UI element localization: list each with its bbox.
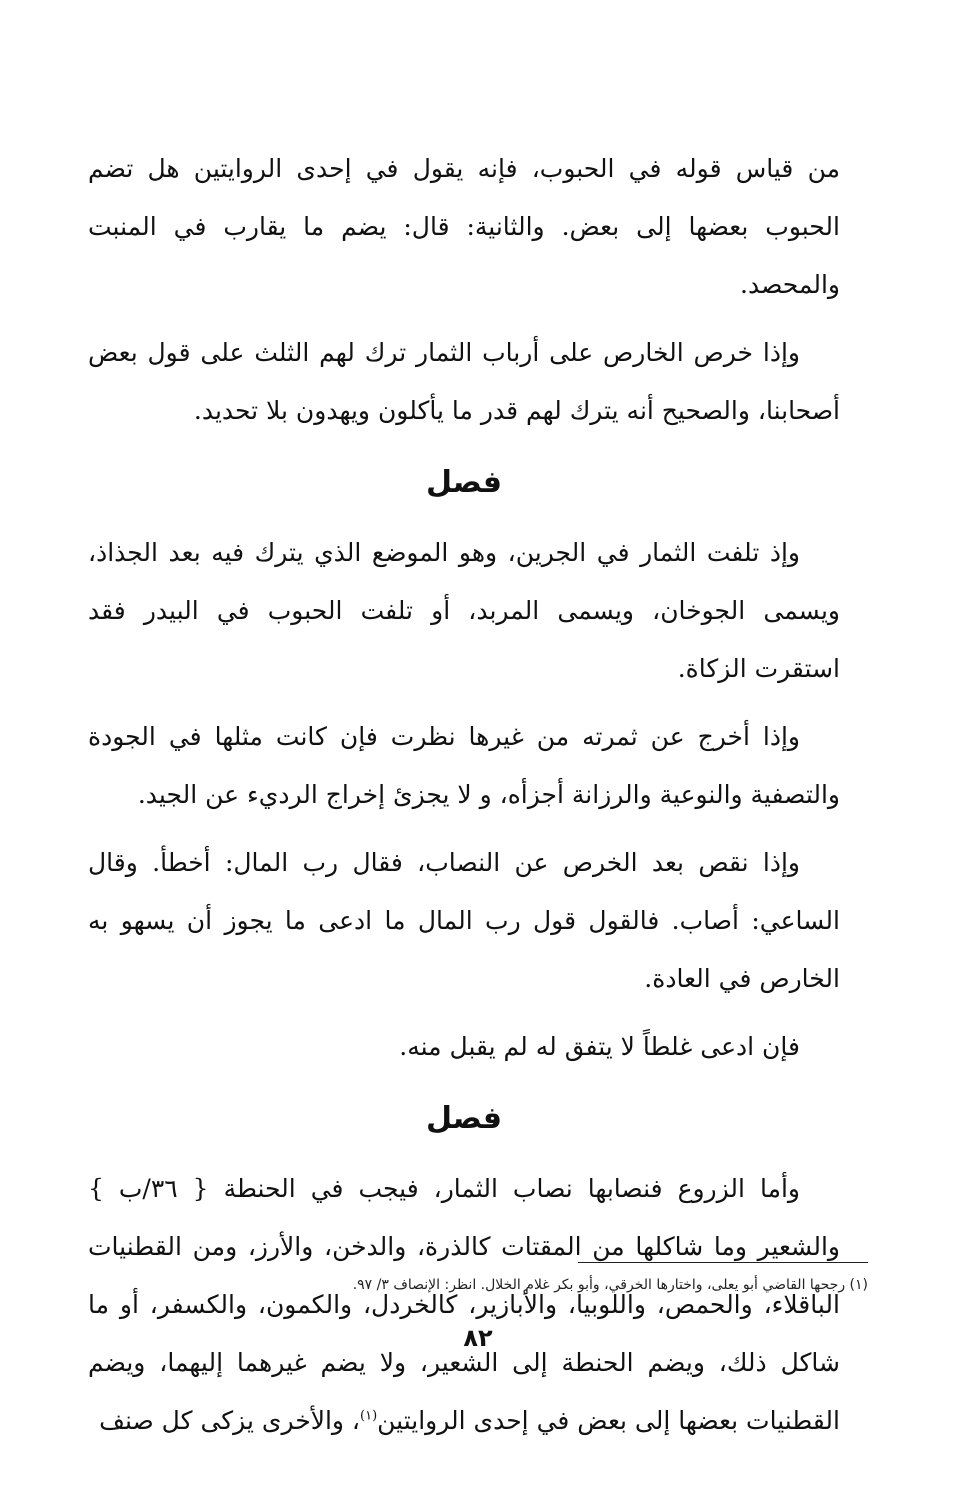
page-number: ٨٢ (463, 1324, 493, 1352)
footnote-marker: (١) (360, 1408, 378, 1424)
section-heading-1: فصل (426, 465, 502, 500)
paragraph-3: وإذ تلفت الثمار في الجرين، وهو الموضع الذي يترك فيه بعد الجذاذ، ويسمى الجوخان، ويسمى المربد، أو تلفت الحبوب في البيدر فقد استقرت الزكاة. (88, 538, 840, 683)
paragraph-5: وإذا نقص بعد الخرص عن النصاب، فقال رب المال: أخطأ. وقال الساعي: أصاب. فالقول قول رب المال ما ادعى ما يجوز أن يسهو به الخارص في العادة. (88, 848, 840, 993)
paragraph-6: فإن ادعى غلطاً لا يتفق له لم يقبل منه. (399, 1032, 800, 1061)
paragraph-7 (88, 1160, 840, 1450)
paragraph-2: وإذا خرص الخارص على أرباب الثمار ترك لهم الثلث على قول بعض أصحابنا، والصحيح أنه يترك لهم قدر ما يأكلون ويهدون بلا تحديد. (88, 338, 840, 425)
footnote-text: (١) رجحها القاضي أبو يعلى، واختارها الخرقي، وأبو بكر غلام الخلال. انظر: الإنصاف ٣/ ٩٧. (352, 1277, 868, 1293)
section-heading-2: فصل (426, 1101, 502, 1136)
paragraph-4: وإذا أخرج عن ثمرته من غيرها نظرت فإن كانت مثلها في الجودة والتصفية والنوعية والرزانة أجزأه، و لا يجزئ إخراج الرديء عن الجيد. (88, 722, 840, 809)
paragraph-7-tail: ، والأخرى يزكى كل صنف (99, 1406, 360, 1435)
footnote-divider (578, 1262, 868, 1263)
paragraph-1: من قياس قوله في الحبوب، فإنه يقول في إحدى الروايتين هل تضم الحبوب بعضها إلى بعض. والثانية: قال: يضم ما يقارب في المنبت والمحصد. (88, 154, 840, 299)
paragraph-7-text: وأما الزروع فنصابها نصاب الثمار، فيجب في الحنطة { ٣٦/ب } والشعير وما شاكلها من المقتات كالذرة، والدخن، والأرز، ومن القطنيات الباقلاء، والحمص، واللوبيا، والأبازير، كالخردل، والكمون، والكسفر، أو ما شاكل ذلك، ويضم الحنطة إلى الشعير، ولا يضم غيرهما إليهما، ويضم القطنيات بعضها إلى بعض في إحدى الروايتين (88, 1174, 840, 1435)
